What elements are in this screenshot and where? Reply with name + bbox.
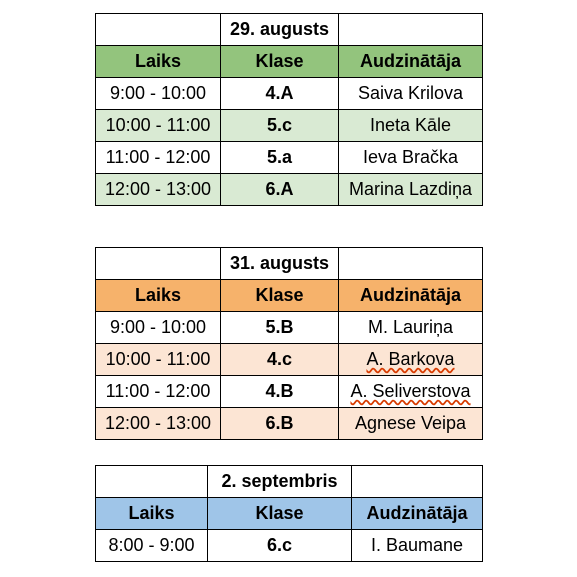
table-row xyxy=(96,78,483,110)
cell-klase: 5.c xyxy=(221,110,339,142)
cell-klase: 6.c xyxy=(208,530,352,562)
header-klase: Klase xyxy=(221,46,339,78)
cell-audzinataja: Ineta Kāle xyxy=(339,110,483,142)
schedule-table-31-august xyxy=(95,247,483,440)
table-date: 31. augusts xyxy=(221,248,339,280)
cell-audzinataja: Agnese Veipa xyxy=(339,408,483,440)
cell-klase: 4.B xyxy=(221,376,339,408)
cell-klase: 6.A xyxy=(221,174,339,206)
cell-audzinataja: Saiva Krilova xyxy=(339,78,483,110)
cell-klase: 4.c xyxy=(221,344,339,376)
date-row xyxy=(96,14,483,46)
header-audzinataja: Audzinātāja xyxy=(352,498,483,530)
table-row xyxy=(96,312,483,344)
cell-audzinataja: I. Baumane xyxy=(352,530,483,562)
cell-laiks: 12:00 - 13:00 xyxy=(96,408,221,440)
header-laiks: Laiks xyxy=(96,498,208,530)
header-audzinataja: Audzinātāja xyxy=(339,280,483,312)
header-row xyxy=(96,46,483,78)
table-date: 29. augusts xyxy=(221,14,339,46)
cell-laiks: 9:00 - 10:00 xyxy=(96,312,221,344)
cell-audzinataja xyxy=(339,344,483,376)
date-row xyxy=(96,248,483,280)
table-row xyxy=(96,174,483,206)
header-klase: Klase xyxy=(221,280,339,312)
cell-laiks: 11:00 - 12:00 xyxy=(96,376,221,408)
header-laiks: Laiks xyxy=(96,46,221,78)
cell-klase: 4.A xyxy=(221,78,339,110)
cell-laiks: 12:00 - 13:00 xyxy=(96,174,221,206)
cell-audzinataja: Marina Lazdiņa xyxy=(339,174,483,206)
cell-laiks: 10:00 - 11:00 xyxy=(96,344,221,376)
cell-klase: 5.a xyxy=(221,142,339,174)
spellcheck-name: A. Seliverstova xyxy=(350,381,471,401)
header-klase: Klase xyxy=(208,498,352,530)
cell-audzinataja: M. Lauriņa xyxy=(339,312,483,344)
empty-cell xyxy=(339,14,483,46)
empty-cell xyxy=(96,466,208,498)
cell-audzinataja xyxy=(339,376,483,408)
cell-laiks: 11:00 - 12:00 xyxy=(96,142,221,174)
table-row xyxy=(96,530,483,562)
empty-cell xyxy=(339,248,483,280)
header-row xyxy=(96,498,483,530)
table-row xyxy=(96,408,483,440)
table-row xyxy=(96,344,483,376)
table-row xyxy=(96,110,483,142)
empty-cell xyxy=(96,14,221,46)
table-date: 2. septembris xyxy=(208,466,352,498)
cell-laiks: 10:00 - 11:00 xyxy=(96,110,221,142)
spellcheck-name: A. Barkova xyxy=(366,349,455,369)
cell-klase: 6.B xyxy=(221,408,339,440)
empty-cell xyxy=(96,248,221,280)
table-row xyxy=(96,142,483,174)
empty-cell xyxy=(352,466,483,498)
header-row xyxy=(96,280,483,312)
schedule-table-2-september xyxy=(95,465,483,562)
cell-laiks: 9:00 - 10:00 xyxy=(96,78,221,110)
cell-audzinataja: Ieva Bračka xyxy=(339,142,483,174)
table-row xyxy=(96,376,483,408)
date-row xyxy=(96,466,483,498)
cell-laiks: 8:00 - 9:00 xyxy=(96,530,208,562)
header-laiks: Laiks xyxy=(96,280,221,312)
schedule-table-29-august xyxy=(95,13,483,206)
cell-klase: 5.B xyxy=(221,312,339,344)
header-audzinataja: Audzinātāja xyxy=(339,46,483,78)
